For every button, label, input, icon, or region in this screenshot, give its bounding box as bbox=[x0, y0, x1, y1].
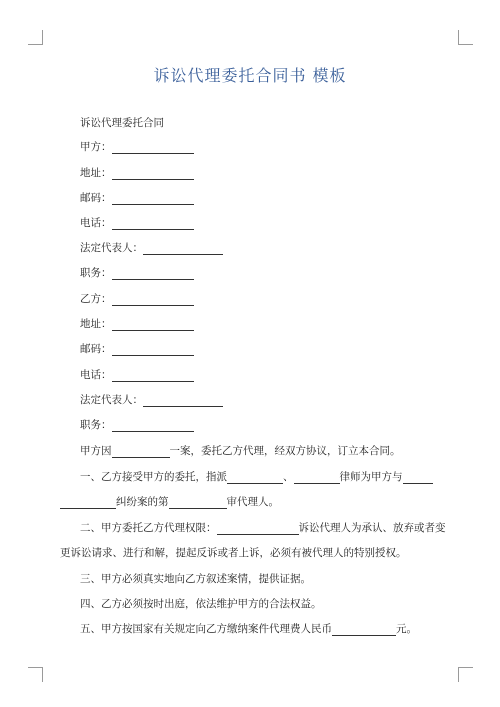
party-a-phone-blank[interactable] bbox=[112, 218, 194, 230]
party-a-postcode-blank[interactable] bbox=[112, 193, 194, 205]
party-b-position-blank[interactable] bbox=[112, 420, 194, 432]
party-a-address-label: 地址： bbox=[80, 167, 112, 179]
clause-1-text-1: 一、乙方接受甲方的委托，指派 bbox=[80, 471, 227, 483]
party-b-postcode-label: 邮码： bbox=[80, 343, 112, 355]
party-b-address-line bbox=[80, 317, 194, 331]
party-a-postcode-label: 邮码： bbox=[80, 192, 112, 204]
party-a-legal-rep-label: 法定代表人： bbox=[80, 242, 143, 254]
clause-1-text-2: 律师为甲方与 bbox=[339, 471, 403, 483]
party-b-legal-rep-label: 法定代表人： bbox=[80, 394, 143, 406]
lawyer-1-blank[interactable] bbox=[227, 472, 283, 484]
clause-3: 三、甲方必须真实地向乙方叙述案情，提供证据。 bbox=[80, 573, 311, 585]
fee-amount-blank[interactable] bbox=[332, 624, 396, 636]
party-a-legal-rep-line bbox=[80, 241, 223, 255]
case-name-blank[interactable] bbox=[112, 446, 170, 458]
clause-2-text-2: 诉讼代理人为承认、放弃或者变 bbox=[298, 522, 446, 534]
clause-2-line-1 bbox=[80, 521, 446, 535]
party-a-phone-line bbox=[80, 216, 194, 230]
party-a-postcode-line bbox=[80, 191, 194, 205]
clause-5-text-2: 元。 bbox=[396, 623, 417, 635]
opponent-blank[interactable] bbox=[403, 472, 433, 484]
clause-2-line-2: 更诉讼请求、进行和解，提起反诉或者上诉，必须有被代理人的特别授权。 bbox=[60, 547, 407, 559]
party-a-position-blank[interactable] bbox=[112, 268, 194, 280]
party-a-phone-label: 电话： bbox=[80, 217, 112, 229]
document-title: 诉讼代理委托合同书 模板 bbox=[153, 66, 347, 85]
party-b-blank[interactable] bbox=[112, 294, 194, 306]
instance-blank[interactable] bbox=[169, 497, 227, 509]
party-b-legal-rep-line bbox=[80, 393, 223, 407]
party-b-position-label: 职务： bbox=[80, 419, 112, 431]
party-b-address-blank[interactable] bbox=[112, 319, 194, 331]
clause-5 bbox=[80, 622, 417, 636]
crop-mark-top-right bbox=[458, 30, 473, 45]
dispute-blank[interactable] bbox=[60, 497, 116, 509]
contract-heading: 诉讼代理委托合同 bbox=[80, 117, 164, 129]
party-a-address-blank[interactable] bbox=[112, 168, 194, 180]
party-b-postcode-blank[interactable] bbox=[112, 344, 194, 356]
intro-paragraph bbox=[80, 444, 401, 458]
intro-text-2: 一案，委托乙方代理，经双方协议，订立本合同。 bbox=[169, 445, 401, 457]
party-b-position-line bbox=[80, 418, 194, 432]
party-a-label: 甲方： bbox=[80, 141, 112, 153]
clause-2-text-1: 二、甲方委托乙方代理权限： bbox=[80, 522, 217, 534]
clause-1-text-4: 审代理人。 bbox=[226, 496, 279, 508]
lawyer-2-blank[interactable] bbox=[294, 472, 340, 484]
party-b-legal-rep-blank[interactable] bbox=[143, 395, 223, 407]
party-b-address-label: 地址： bbox=[80, 318, 112, 330]
party-a-position-line bbox=[80, 266, 194, 280]
party-a-address-line bbox=[80, 166, 194, 180]
party-b-phone-line bbox=[80, 368, 194, 382]
clause-1-text-3: 纠纷案的第 bbox=[116, 496, 169, 508]
authority-blank[interactable] bbox=[217, 523, 299, 535]
party-a-blank[interactable] bbox=[112, 142, 194, 154]
crop-mark-top-left bbox=[28, 30, 43, 45]
intro-text-1: 甲方因 bbox=[80, 445, 112, 457]
party-a-position-label: 职务： bbox=[80, 267, 112, 279]
clause-1-sep: 、 bbox=[283, 471, 294, 483]
party-b-postcode-line bbox=[80, 342, 194, 356]
crop-mark-bottom-left bbox=[28, 667, 43, 682]
party-a-line bbox=[80, 140, 194, 154]
party-b-label: 乙方： bbox=[80, 293, 112, 305]
clause-4: 四、乙方必须按时出庭，依法维护甲方的合法权益。 bbox=[80, 598, 322, 610]
party-a-legal-rep-blank[interactable] bbox=[143, 243, 223, 255]
clause-5-text-1: 五、甲方按国家有关规定向乙方缴纳案件代理费人民币 bbox=[80, 623, 332, 635]
clause-1-line-2 bbox=[60, 495, 279, 509]
party-b-line bbox=[80, 292, 194, 306]
clause-1-line-1 bbox=[80, 470, 433, 484]
party-b-phone-blank[interactable] bbox=[112, 370, 194, 382]
crop-mark-bottom-right bbox=[458, 667, 473, 682]
party-b-phone-label: 电话： bbox=[80, 369, 112, 381]
